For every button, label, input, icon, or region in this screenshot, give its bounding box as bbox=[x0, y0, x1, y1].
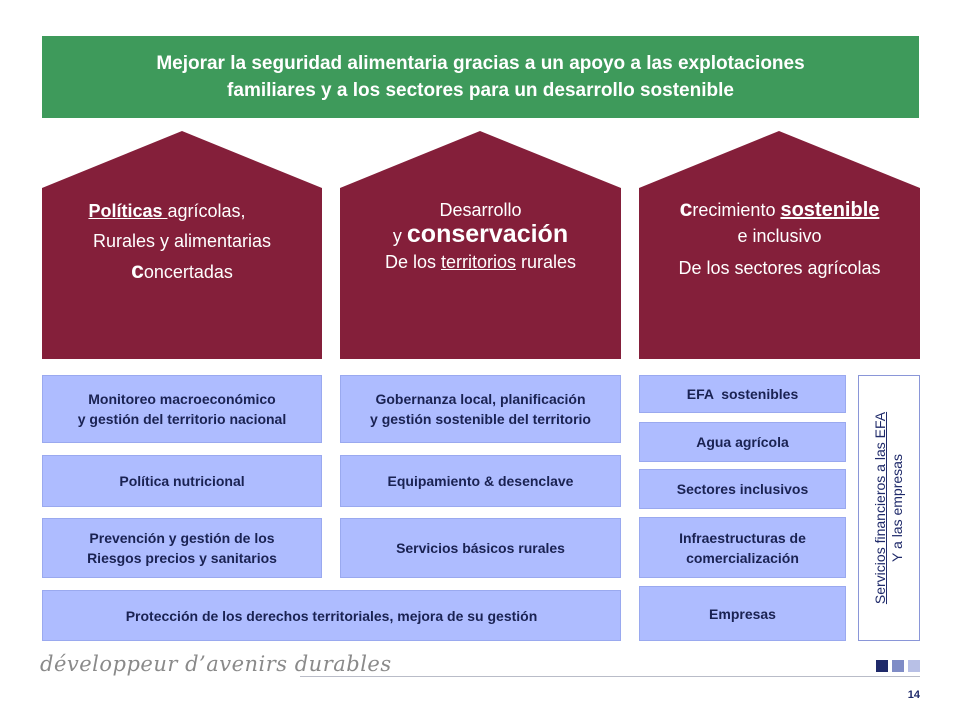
banner-line-1: Mejorar la seguridad alimentaria gracias a un apoyo a las explotaciones bbox=[156, 53, 805, 74]
box-gobernanza-line1: Gobernanza local, planificación bbox=[375, 391, 586, 407]
box-agua bbox=[639, 422, 846, 462]
footer-divider bbox=[300, 676, 920, 677]
box-servicios-financieros-text bbox=[872, 412, 906, 604]
footer-square-1 bbox=[876, 660, 888, 672]
pillar-politicas-text bbox=[42, 198, 322, 285]
pillar-desarrollo-text bbox=[340, 197, 621, 275]
box-servicios-basicos bbox=[340, 518, 621, 578]
banner-line-2: familiares y a los sectores para un desarrollo sostenible bbox=[227, 80, 734, 101]
pillar-politicas-line2: Rurales y alimentarias bbox=[92, 231, 272, 251]
box-politica-nutricional bbox=[42, 455, 322, 507]
box-gobernanza-line2: y gestión sostenible del territorio bbox=[370, 411, 591, 427]
pillar-crecimiento-text bbox=[639, 195, 920, 281]
pillar-politicas-keyword: Políticas bbox=[88, 201, 168, 221]
footer-tagline: développeur d’avenirs durables bbox=[40, 652, 392, 676]
pillar-desarrollo-line2-prefix: y bbox=[392, 226, 407, 246]
box-servicios-basicos-label: Servicios básicos rurales bbox=[396, 540, 565, 556]
pillar-crecimiento-line2: e inclusivo bbox=[737, 226, 822, 246]
box-equipamiento-label: Equipamiento & desenclave bbox=[387, 473, 574, 489]
box-servicios-financieros-line1: Servicios financieros a las EFA bbox=[872, 411, 888, 605]
pillar-desarrollo-keyword: conservación bbox=[406, 220, 569, 248]
box-infraestructuras-line1: Infraestructuras de bbox=[679, 529, 806, 546]
footer-square-2 bbox=[892, 660, 904, 672]
box-gobernanza bbox=[340, 375, 621, 443]
box-sectores-label: Sectores inclusivos bbox=[676, 481, 809, 497]
box-servicios-financieros-line2: Y a las empresas bbox=[889, 454, 905, 562]
box-infraestructuras bbox=[639, 517, 846, 578]
box-politica-nutricional-label: Política nutricional bbox=[119, 473, 245, 489]
page-number: 14 bbox=[907, 689, 920, 701]
pillar-politicas-line3: oncertadas bbox=[143, 262, 233, 282]
pillar-desarrollo-line3-suffix: rurales bbox=[516, 252, 577, 272]
box-proteccion-label: Protección de los derechos territoriales, mejora de su gestión bbox=[125, 607, 538, 624]
box-monitoreo-line2: y gestión del territorio nacional bbox=[77, 411, 287, 427]
pillar-crecimiento-line1: recimiento bbox=[692, 200, 781, 220]
box-infraestructuras-line2: comercialización bbox=[686, 549, 799, 566]
box-efa bbox=[639, 375, 846, 413]
pillar-desarrollo-territorios: territorios bbox=[440, 252, 516, 272]
pillar-politicas bbox=[42, 131, 322, 359]
pillar-politicas-initial: c bbox=[131, 257, 144, 283]
footer-square-3 bbox=[908, 660, 920, 672]
pillar-crecimiento-line3: De los sectores agrícolas bbox=[678, 258, 881, 278]
pillar-politicas-line1: agrícolas, bbox=[167, 201, 246, 221]
pillar-desarrollo-line3-prefix: De los bbox=[384, 252, 441, 272]
box-prevencion bbox=[42, 518, 322, 578]
pillar-crecimiento-keyword: sostenible bbox=[780, 199, 880, 221]
pillar-desarrollo-line1: Desarrollo bbox=[439, 200, 522, 220]
box-servicios-financieros bbox=[858, 375, 920, 641]
box-monitoreo bbox=[42, 375, 322, 443]
box-efa-label: EFA sostenibles bbox=[686, 386, 799, 402]
box-proteccion bbox=[42, 590, 621, 641]
pillar-crecimiento bbox=[639, 131, 920, 359]
box-sectores bbox=[639, 469, 846, 509]
box-prevencion-line2: Riesgos precios y sanitarios bbox=[87, 550, 277, 566]
box-empresas bbox=[639, 586, 846, 641]
box-monitoreo-line1: Monitoreo macroeconómico bbox=[88, 391, 276, 407]
title-banner bbox=[42, 36, 919, 118]
box-equipamiento bbox=[340, 455, 621, 507]
box-prevencion-line1: Prevención y gestión de los bbox=[89, 530, 275, 546]
box-agua-label: Agua agrícola bbox=[696, 434, 789, 450]
box-empresas-label: Empresas bbox=[709, 605, 776, 622]
pillar-desarrollo bbox=[340, 131, 621, 359]
pillar-crecimiento-initial: c bbox=[679, 195, 693, 221]
